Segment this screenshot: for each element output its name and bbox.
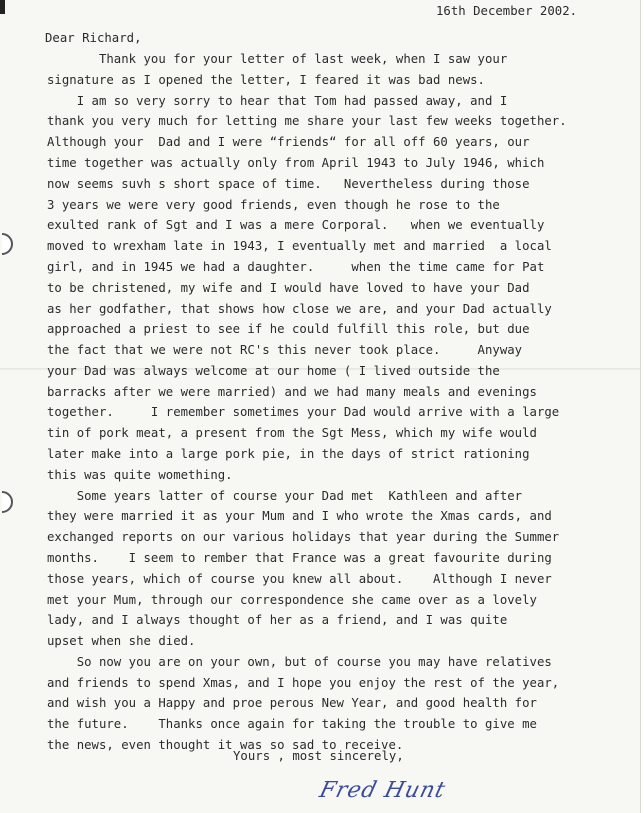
body-line: thank you very much for letting me share your last few weeks together. — [47, 114, 567, 129]
body-line: upset when she died. — [47, 634, 196, 649]
body-line: Although your Dad and I were “friends“ for all off 60 years, our — [47, 135, 530, 150]
body-line: approached a priest to see if he could fulfill this role, but due — [47, 322, 530, 337]
body-line: tin of pork meat, a present from the Sgt Mess, which my wife would — [47, 426, 537, 441]
body-line: the news, even thought it was so sad to receive. — [47, 738, 404, 752]
body-line: the future. Thanks once again for taking the trouble to give me — [47, 717, 537, 732]
body-line: 3 years we were very good friends, even though he rose to the — [47, 197, 500, 212]
body-line: Thank you for your letter of last week, when I saw your — [47, 52, 508, 66]
body-line: and wish you a Happy and proe perous New Year, and good health for — [47, 696, 537, 711]
salutation: Dear Richard, — [45, 31, 142, 45]
body-line: they were married it as your Mum and I who wrote the Xmas cards, and — [47, 509, 552, 524]
body-line: Some years latter of course your Dad met Kathleen and after — [47, 488, 523, 503]
body-line: barracks after we were married) and we had many meals and evenings — [47, 384, 537, 399]
body-line: exulted rank of Sgt and I was a mere Corporal. when we eventually — [47, 218, 545, 233]
body-line: to be christened, my wife and I would have loved to have your Dad — [47, 280, 530, 295]
body-line: I am so very sorry to hear that Tom had passed away, and I — [47, 93, 508, 108]
body-line: met your Mum, through our correspondence she came over as a lovely — [47, 592, 537, 607]
body-line: together. I remember sometimes your Dad would arrive with a large — [47, 405, 560, 420]
handwritten-signature: Fred Hunt — [316, 778, 449, 803]
body-line: and friends to spend Xmas, and I hope you enjoy the rest of the year, — [47, 675, 560, 690]
body-line: your Dad was always welcome at our home ( I lived outside the — [47, 363, 500, 378]
body-line: moved to wrexham late in 1943, I eventually met and married a local — [47, 239, 552, 254]
body-line: later make into a large pork pie, in the days of strict rationing — [47, 447, 530, 461]
closing: Yours , most sincerely, — [233, 749, 404, 763]
body-line: months. I seem to rember that France was a great favourite during — [47, 550, 552, 565]
body-line: time together was actually only from April 1943 to July 1946, which — [47, 155, 545, 170]
body-line: those years, which of course you knew all about. Although I never — [47, 571, 552, 586]
body-line: exchanged reports on our various holidays that year during the Summer — [47, 530, 560, 545]
body-line: now seems suvh s short space of time. Nevertheless during those — [47, 176, 530, 191]
body-line: this was quite womething. — [47, 467, 233, 482]
letter-date: 16th December 2002. — [436, 4, 578, 18]
body-line: as her godfather, that shows how close we are, and your Dad actually — [47, 301, 552, 316]
body-line: lady, and I always thought of her as a friend, and I was quite — [47, 613, 508, 628]
body-line: girl, and in 1945 we had a daughter. when the time came for Pat — [47, 259, 545, 274]
body-line: So now you are on your own, but of course you may have relatives — [47, 654, 552, 669]
body-line: the fact that we were not RC's this never took place. Anyway — [47, 343, 523, 357]
body-line: signature as I opened the letter, I feared it was bad news. — [47, 72, 485, 87]
